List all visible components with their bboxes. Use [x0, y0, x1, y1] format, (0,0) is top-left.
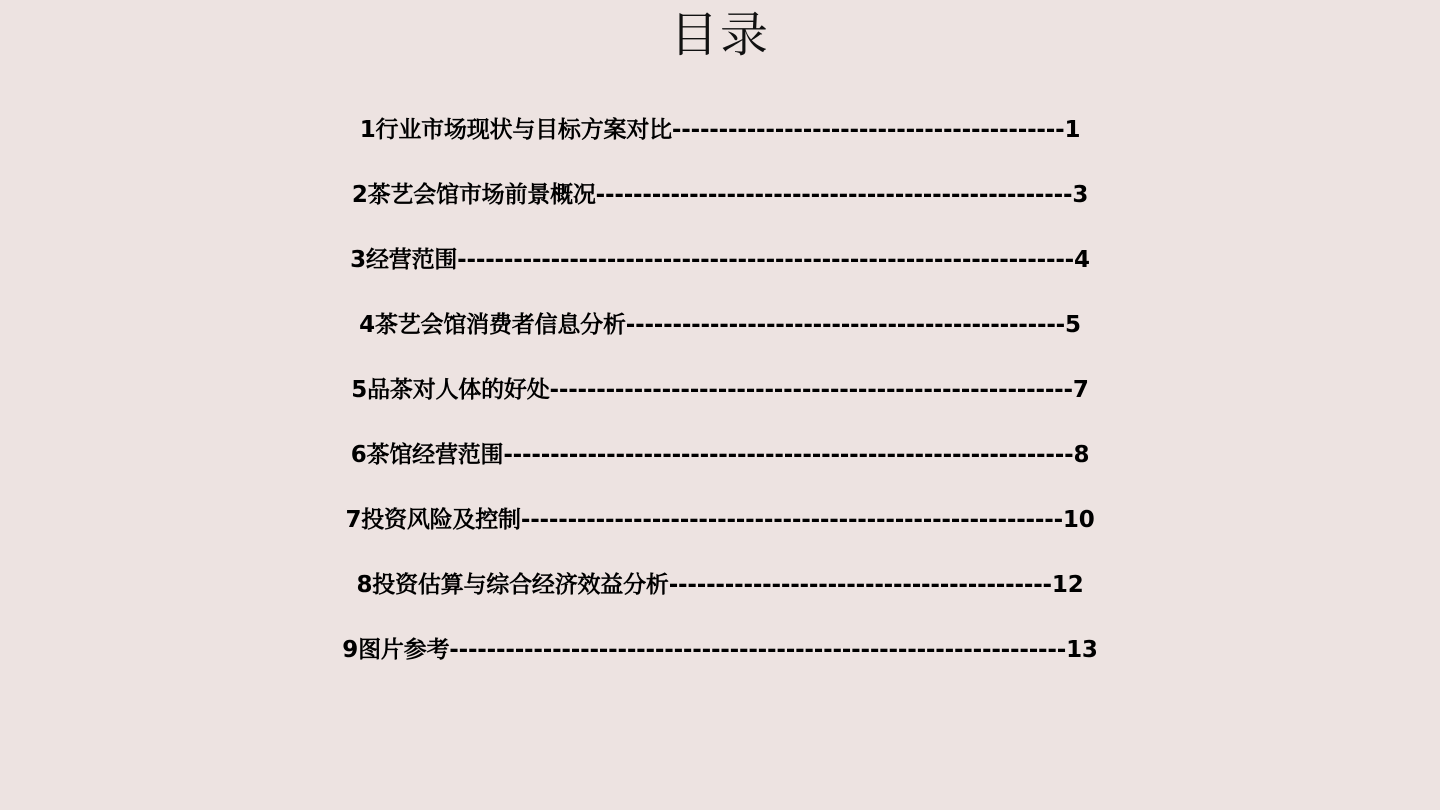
toc-item-text: 5品茶对人体的好处--------------------------------------------------------7	[351, 377, 1089, 403]
toc-item-9[interactable]	[0, 633, 1440, 698]
toc-item-1[interactable]	[0, 113, 1440, 178]
toc-item-text: 3经营范围------------------------------------------------------------------4	[350, 247, 1090, 273]
toc-item-text: 9图片参考------------------------------------------------------------------13	[342, 637, 1098, 663]
toc-item-6[interactable]	[0, 438, 1440, 503]
toc-item-2[interactable]	[0, 178, 1440, 243]
toc-item-4[interactable]	[0, 308, 1440, 373]
toc-item-text: 8投资估算与综合经济效益分析-----------------------------------------12	[356, 572, 1084, 598]
toc-item-text: 2茶艺会馆市场前景概况---------------------------------------------------3	[351, 182, 1089, 208]
toc-item-8[interactable]	[0, 568, 1440, 633]
page-title: 目录	[669, 7, 770, 63]
toc-item-text: 4茶艺会馆消费者信息分析-----------------------------------------------5	[359, 312, 1081, 338]
toc-item-3[interactable]	[0, 243, 1440, 308]
toc-item-text: 6茶馆经营范围-------------------------------------------------------------8	[350, 442, 1090, 468]
toc-item-text: 1行业市场现状与目标方案对比------------------------------------------1	[359, 117, 1081, 143]
toc-item-text: 7投资风险及控制----------------------------------------------------------10	[345, 507, 1095, 533]
toc-item-5[interactable]	[0, 373, 1440, 438]
table-of-contents	[0, 113, 1440, 698]
toc-item-7[interactable]	[0, 503, 1440, 568]
